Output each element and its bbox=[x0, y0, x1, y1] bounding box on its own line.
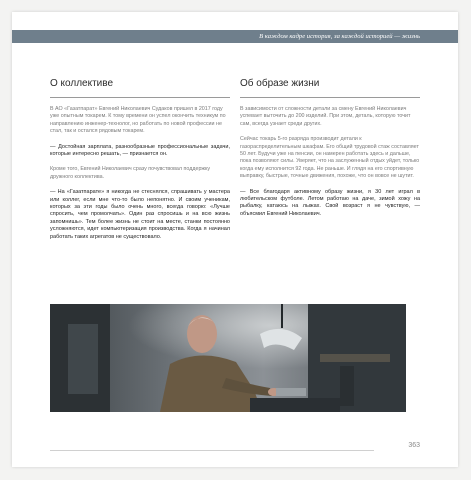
running-header bbox=[12, 30, 458, 43]
paragraph: Сейчас токарь 5-го разряда производит детали к газораспределительным шкафам. Его общий трудовой стаж составляет 50 лет. Будучи уже на пенсии, он намерен работать здесь и дальше, пока позволяют силы. Уверяет, что на заслуженный отдых уйдет, только когда ему исполнится 92 года. Не раньше. И глядя на его спортивную выправку, быстрые, точные движения, похоже, что он вовсе не шутит. bbox=[240, 136, 420, 180]
worker-head bbox=[187, 315, 217, 353]
paragraph: В зависимости от сложности детали за смену Евгений Николаевич успевает выточить до 200 изделий. При этом, деталь, которую точит сам, всегда узнает среди других. bbox=[240, 106, 411, 127]
running-title: В каждом кадре история, за каждой историей — жизнь bbox=[259, 33, 420, 40]
paragraph: В АО «Газатпарат» Евгений Николаевич Судаков пришел в 2017 году уже опытным токарем. К тому времени он успел окончить техникум по направлению инженер-технолог, но работать по новой профессии не стал, так и остался рядовым токарем. bbox=[50, 106, 226, 135]
lathe-bed bbox=[250, 398, 340, 412]
section-rule bbox=[50, 97, 230, 98]
quote: — Все благодаря активному образу жизни, я 30 лет играл в любительском футболе. Летом работаю на даче, зимой хожу на рыбалку, катаюсь на лыжах. Свой возраст я не чувствую, — объясмил Евгений Николаевич. bbox=[240, 188, 420, 217]
quote: — Достойная зарплата, разнообразные профессиональные задачи, которые интересно решать, — признается он. bbox=[50, 143, 230, 158]
photo-illustration bbox=[50, 304, 406, 412]
machine-column bbox=[340, 366, 354, 406]
section-title-lifestyle: Об образе жизни bbox=[240, 78, 320, 89]
section-title-collective: О коллективе bbox=[50, 78, 114, 89]
machine-panel bbox=[68, 324, 98, 394]
workpiece bbox=[276, 388, 306, 396]
right-column bbox=[240, 78, 420, 226]
machine-bar bbox=[320, 354, 390, 362]
left-column bbox=[50, 78, 230, 249]
page-number: 363 bbox=[408, 442, 420, 449]
quote: — На «Газатпарате» я никогда не стеснялся, спрашивать у мастера или коллег, если мне что-то было непонятно. И своим ученикам, которых за эти годы было очень много, всегда говорю: «Лучше спросить, чем промолчать». Один раз спросишь и на всю жизнь запомнишь». Тем более жизнь не стоит на месте, станки постоянно усложняются, идет компьютеризация производства. Когда я начинал работать таких агрегатов не существовало. bbox=[50, 189, 230, 240]
book-page bbox=[12, 12, 458, 467]
workshop-photo bbox=[50, 304, 406, 412]
paragraph: Кроме того, Евгений Николаевич сразу почувствовал поддержку дружного коллектива. bbox=[50, 166, 211, 180]
section-rule bbox=[240, 97, 420, 98]
footer-line bbox=[50, 450, 374, 451]
